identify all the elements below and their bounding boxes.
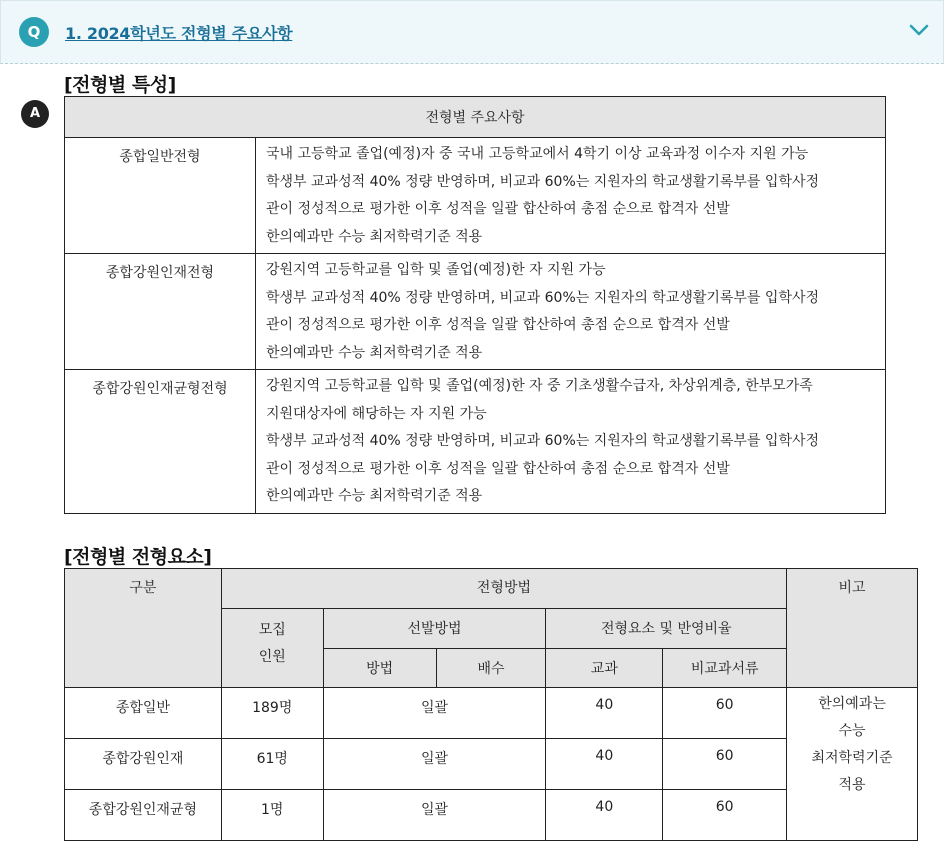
subject-cell: 40 [546, 790, 663, 841]
description-line: 국내 고등학교 졸업(예정)자 중 국내 고등학교에서 4학기 이상 교육과정 이수자 지원 가능 [266, 146, 809, 162]
recruit-cell: 189명 [221, 688, 323, 739]
chevron-down-icon[interactable] [909, 23, 929, 37]
admission-type-name: 종합강원인재전형 [65, 254, 256, 370]
description-line: 학생부 교과성적 40% 정량 반영하며, 비교과 60%는 지원자의 학교생활기록부를 입학사정 [266, 173, 820, 190]
table-row [65, 138, 886, 254]
admission-type-name: 종합일반전형 [65, 138, 256, 254]
docs-cell: 60 [663, 739, 787, 790]
description-line: 관이 정성적으로 평가한 이후 성적을 일괄 합산하여 총점 순으로 합격자 선발 [266, 460, 730, 477]
category-cell: 종합일반 [65, 688, 222, 739]
docs-cell: 60 [663, 790, 787, 841]
description-line: 학생부 교과성적 40% 정량 반영하며, 비교과 60%는 지원자의 학교생활기록부를 입학사정 [266, 433, 820, 449]
admission-type-description [256, 370, 886, 514]
table-row [65, 370, 886, 514]
admission-type-description [256, 254, 886, 370]
header-recruit-line: 모집 [258, 622, 286, 638]
answer-badge: A [21, 100, 49, 128]
note-line: 적용 [838, 777, 866, 793]
characteristics-table [64, 96, 886, 514]
description-line: 한의예과만 수능 최저학력기준 적용 [266, 344, 483, 361]
subject-cell: 40 [546, 739, 663, 790]
description-line: 지원대상자에 해당하는 자 지원 가능 [266, 405, 487, 422]
note-line: 최저학력기준 [811, 750, 893, 766]
description-line: 강원지역 고등학교를 입학 및 졸업(예정)한 자 지원 가능 [266, 262, 606, 278]
header-method: 전형방법 [221, 569, 786, 609]
recruit-cell: 1명 [221, 790, 323, 841]
docs-cell: 60 [663, 688, 787, 739]
header-elements: 전형요소 및 반영비율 [546, 609, 787, 649]
header-docs: 비교과서류 [663, 649, 787, 688]
table-header: 전형별 주요사항 [65, 97, 886, 138]
category-cell: 종합강원인재 [65, 739, 222, 790]
category-cell: 종합강원인재균형 [65, 790, 222, 841]
table-row [65, 254, 886, 370]
header-multiple: 배수 [436, 649, 546, 688]
question-title-link[interactable]: 1. 2024학년도 전형별 주요사항 [65, 24, 293, 43]
header-subject: 교과 [546, 649, 663, 688]
description-line: 학생부 교과성적 40% 정량 반영하며, 비교과 60%는 지원자의 학교생활기록부를 입학사정 [266, 289, 820, 306]
section-heading-elements: [전형별 전형요소] [64, 546, 212, 568]
description-line: 관이 정성적으로 평가한 이후 성적을 일괄 합산하여 총점 순으로 합격자 선발 [266, 317, 730, 333]
admission-type-name: 종합강원인재균형전형 [65, 370, 256, 514]
note-line: 한의예과는 [818, 696, 886, 712]
subject-cell: 40 [546, 688, 663, 739]
note-cell [787, 688, 918, 841]
header-way: 방법 [323, 649, 436, 688]
selection-cell: 일괄 [323, 688, 546, 739]
note-line: 수능 [838, 723, 866, 739]
description-line: 한의예과만 수능 최저학력기준 적용 [266, 488, 483, 504]
table-row [65, 688, 918, 739]
description-line: 한의예과만 수능 최저학력기준 적용 [266, 228, 483, 245]
elements-table [64, 568, 918, 841]
header-recruit-line: 인원 [258, 649, 286, 665]
header-note: 비고 [787, 569, 918, 688]
header-category: 구분 [65, 569, 222, 688]
description-line: 강원지역 고등학교를 입학 및 졸업(예정)한 자 중 기초생활수급자, 차상위계층, 한부모가족 [266, 378, 813, 394]
question-header[interactable] [0, 0, 944, 64]
selection-cell: 일괄 [323, 739, 546, 790]
selection-cell: 일괄 [323, 790, 546, 841]
header-selection: 선발방법 [323, 609, 546, 649]
question-badge: Q [19, 17, 49, 47]
admission-type-description [256, 138, 886, 254]
header-recruit [221, 609, 323, 688]
section-heading-characteristics: [전형별 특성] [64, 74, 176, 96]
recruit-cell: 61명 [221, 739, 323, 790]
description-line: 관이 정성적으로 평가한 이후 성적을 일괄 합산하여 총점 순으로 합격자 선발 [266, 201, 730, 217]
